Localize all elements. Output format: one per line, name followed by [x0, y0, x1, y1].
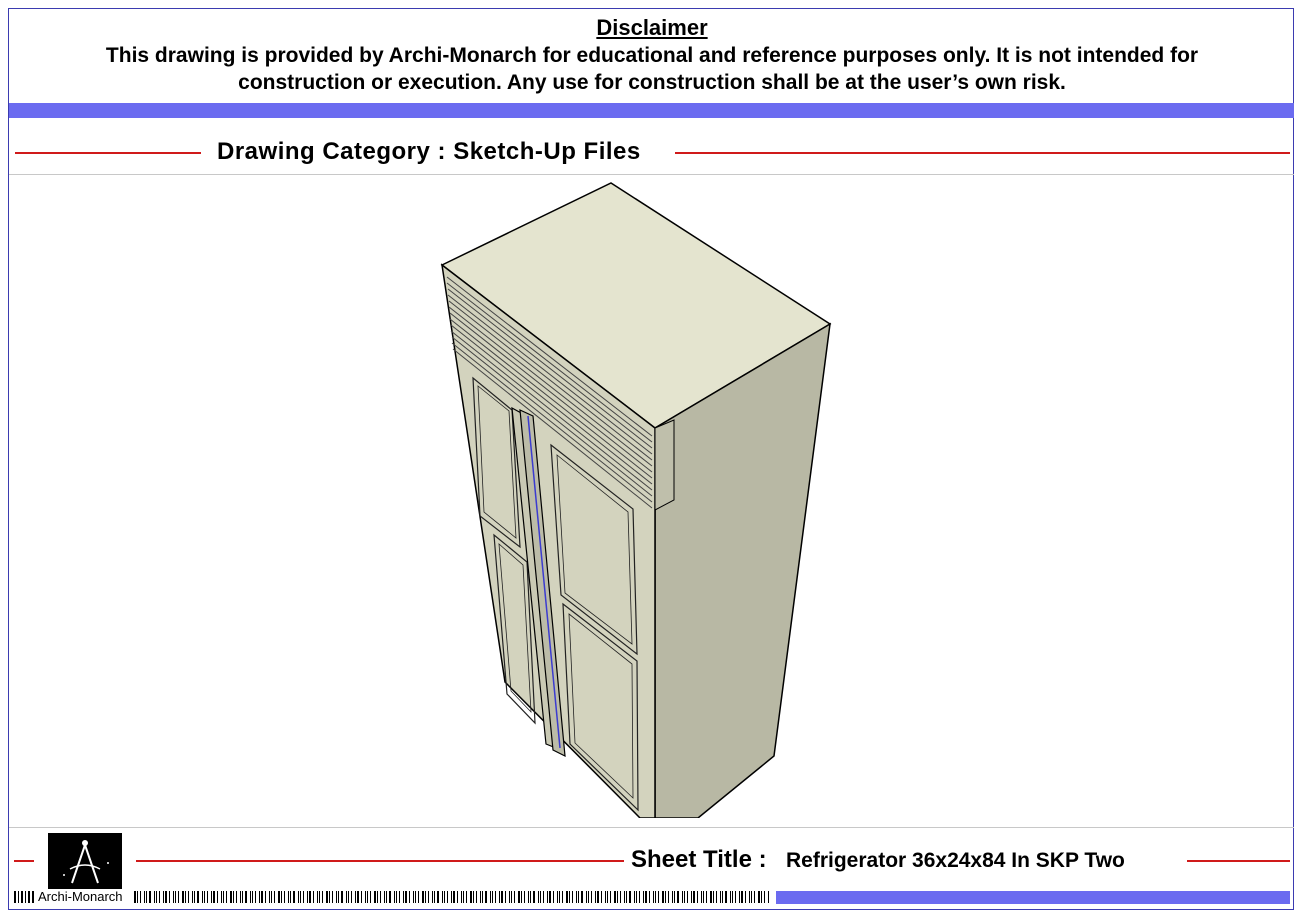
brand-name: Archi-Monarch — [38, 889, 123, 904]
sheet-rule-middle — [136, 860, 624, 862]
barcode-strip-icon — [134, 891, 772, 903]
fridge-grille-side — [655, 420, 674, 510]
category-right-rule — [675, 152, 1290, 154]
sheet-title-row — [9, 843, 1294, 879]
sheet-title-label: Sheet Title : — [631, 846, 767, 873]
category-left-rule — [15, 152, 201, 154]
disclaimer-text: This drawing is provided by Archi-Monarch for educational and reference purposes only. It is not intended for construction or execution. Any use for construction shall be at the user’s own risk. — [105, 44, 1199, 94]
header-divider — [9, 174, 1294, 175]
drawing-category-label: Drawing Category : Sketch-Up Files — [217, 138, 641, 165]
disclaimer-title: Disclaimer — [596, 15, 708, 40]
footer-divider — [9, 827, 1294, 828]
barcode-icon — [14, 891, 36, 903]
sheet-title-value: Refrigerator 36x24x84 In SKP Two — [786, 849, 1125, 872]
sheet-rule-right — [1187, 860, 1290, 862]
header-blue-band — [9, 103, 1294, 118]
sheet-rule-left — [14, 860, 34, 862]
drawing-category-row — [9, 136, 1294, 170]
refrigerator-drawing — [420, 178, 850, 818]
footer-blue-bar — [776, 891, 1290, 904]
